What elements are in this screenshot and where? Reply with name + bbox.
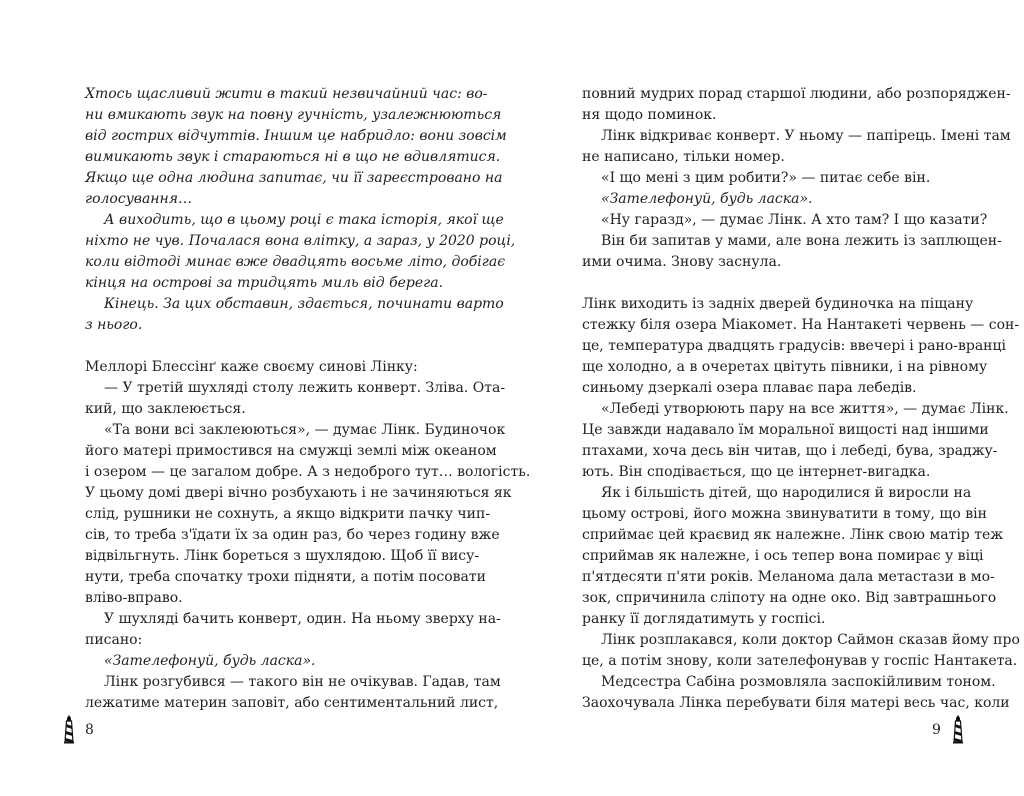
text-line: сприймає цей краєвид як належне. Лінк свою матір теж: [582, 527, 1004, 543]
text-line: Лінк виходить із задніх дверей будиночка на піщану: [582, 296, 974, 312]
text-line: — У третій шухляді столу лежить конверт. Зліва. Ота-: [104, 380, 506, 396]
text-line: ранку її доглядатимуть у госпісі.: [582, 611, 826, 627]
text-line: У цьому домі двері вічно розбухають і не зачиняються як: [85, 485, 512, 501]
text-line: його матері примостився на смужці землі між океаном: [85, 443, 497, 459]
text-line: Лінк розплакався, коли доктор Саймон сказав йому про: [601, 632, 1020, 648]
text-line: «Та вони всі заклеюються», — думає Лінк. Будиночок: [104, 422, 506, 438]
text-line: зок, спричинила сліпоту на одне око. Від завтрашнього: [582, 590, 997, 606]
text-line: нути, треба спочатку трохи підняти, а потім посовати: [85, 569, 486, 585]
text-line: Заохочувала Лінка перебувати біля матері весь час, коли: [582, 695, 1010, 711]
text-line: писано:: [85, 632, 143, 648]
text-line: це, а потім знову, коли зателефонував у госпіс Нантакета.: [582, 653, 1018, 669]
text-line: Лінк відкриває конверт. У ньому — папірець. Імені там: [601, 128, 1011, 144]
paragraph-gap: [582, 273, 944, 294]
text-line: голосування…: [85, 191, 193, 207]
text-line: кінця на острові за тридцять миль від берега.: [85, 275, 444, 291]
text-line: коли відтоді минає вже двадцять восьме літо, добігає: [85, 254, 506, 270]
text-line: відвільгнуть. Лінк бореться з шухлядою. Щоб її вису-: [85, 548, 480, 564]
text-line: «І що мені з цим робити?» — питає себе він.: [601, 170, 931, 186]
text-line: ими очима. Знову заснула.: [582, 254, 782, 270]
page-number-left: 8: [85, 722, 94, 738]
text-line: ніхто не чув. Почалася вона влітку, а зараз, у 2020 році,: [85, 233, 516, 249]
text-line: цьому острові, його можна звинуватити в тому, що він: [582, 506, 987, 522]
text-line: Хтось щасливий жити в такий незвичайний час: во-: [85, 86, 488, 102]
text-line: від гострих відчуттів. Іншим це набридло: вони зовсім: [85, 128, 507, 144]
text-line: Лінк розгубився — такого він не очікував. Гадав, там: [104, 674, 501, 690]
text-line: «Зателефонуй, будь ласка».: [601, 191, 813, 207]
text-line: Медсестра Сабіна розмовляла заспокійливим тоном.: [601, 674, 996, 690]
text-line: і озером — це загалом добре. А з недоброго тут… вологість.: [85, 464, 531, 480]
text-line: Меллорі Блессінґ каже своєму синові Лінку:: [85, 359, 418, 375]
text-line: з нього.: [85, 317, 143, 333]
text-line: ють. Він сподівається, що це інтернет-вигадка.: [582, 464, 931, 480]
text-line: п'ятдесяти п'яти років. Меланома дала метастази в мо-: [582, 569, 995, 585]
text-line: це, температура двадцять градусів: ввечері і рано-вранці: [582, 338, 1006, 354]
text-line: слід, рушники не сохнуть, а якщо відкрити пачку чип-: [85, 506, 491, 522]
text-line: вліво-вправо.: [85, 590, 183, 606]
text-line: стежку біля озера Міакомет. На Нантакеті червень — сон-: [582, 317, 1020, 333]
page-number-right: 9: [932, 722, 941, 738]
text-line: птахами, хоча десь він читав, що і лебеді, бува, зраджу-: [582, 443, 998, 459]
right-page-text: [582, 84, 1020, 714]
text-line: ня щодо поминок.: [582, 107, 717, 123]
text-line: сів, то треба з'їдати їх за один раз, бо через годину вже: [85, 527, 500, 543]
text-line: «Зателефонуй, будь ласка».: [104, 653, 316, 669]
text-line: «Лебеді утворюють пару на все життя», — думає Лінк.: [601, 401, 1009, 417]
left-page-text: [85, 84, 531, 714]
text-line: ни вмикають звук на повну гучність, узалежнюються: [85, 107, 502, 123]
lighthouse-icon: [62, 714, 76, 744]
text-line: А виходить, що в цьому році є така історія, якої ще: [104, 212, 504, 228]
text-line: Якщо ще одна людина запитає, чи її зареєстровано на: [85, 170, 503, 186]
text-line: лежатиме материн заповіт, або сентиментальний лист,: [85, 695, 499, 711]
text-line: сприймав як належне, і ось тепер вона помирає у віці: [582, 548, 984, 564]
text-line: Це завжди надавало їм моральної вищості над іншими: [582, 422, 989, 438]
paragraph-gap: [85, 336, 447, 357]
text-line: кий, що заклеюється.: [85, 401, 246, 417]
text-line: ще холодно, а в очеретах цвітуть півники, і на рівному: [582, 359, 988, 375]
text-line: Кінець. За цих обставин, здається, починати варто: [104, 296, 504, 312]
text-line: вимикають звук і стараються ні в що не вдивлятися.: [85, 149, 501, 165]
text-line: не написано, тільки номер.: [582, 149, 785, 165]
text-line: синьому дзеркалі озера плаває пара лебедів.: [582, 380, 917, 396]
text-line: У шухляді бачить конверт, один. На ньому зверху на-: [104, 611, 501, 627]
text-line: «Ну гаразд», — думає Лінк. А хто там? І що казати?: [601, 212, 988, 228]
text-line: Він би запитав у мами, але вона лежить із заплющен-: [601, 233, 1002, 249]
text-line: повний мудрих порад старшої людини, або розпоряджен-: [582, 86, 1011, 102]
text-line: Як і більшість дітей, що народилися й виросли на: [601, 485, 972, 501]
lighthouse-icon: [951, 714, 965, 744]
